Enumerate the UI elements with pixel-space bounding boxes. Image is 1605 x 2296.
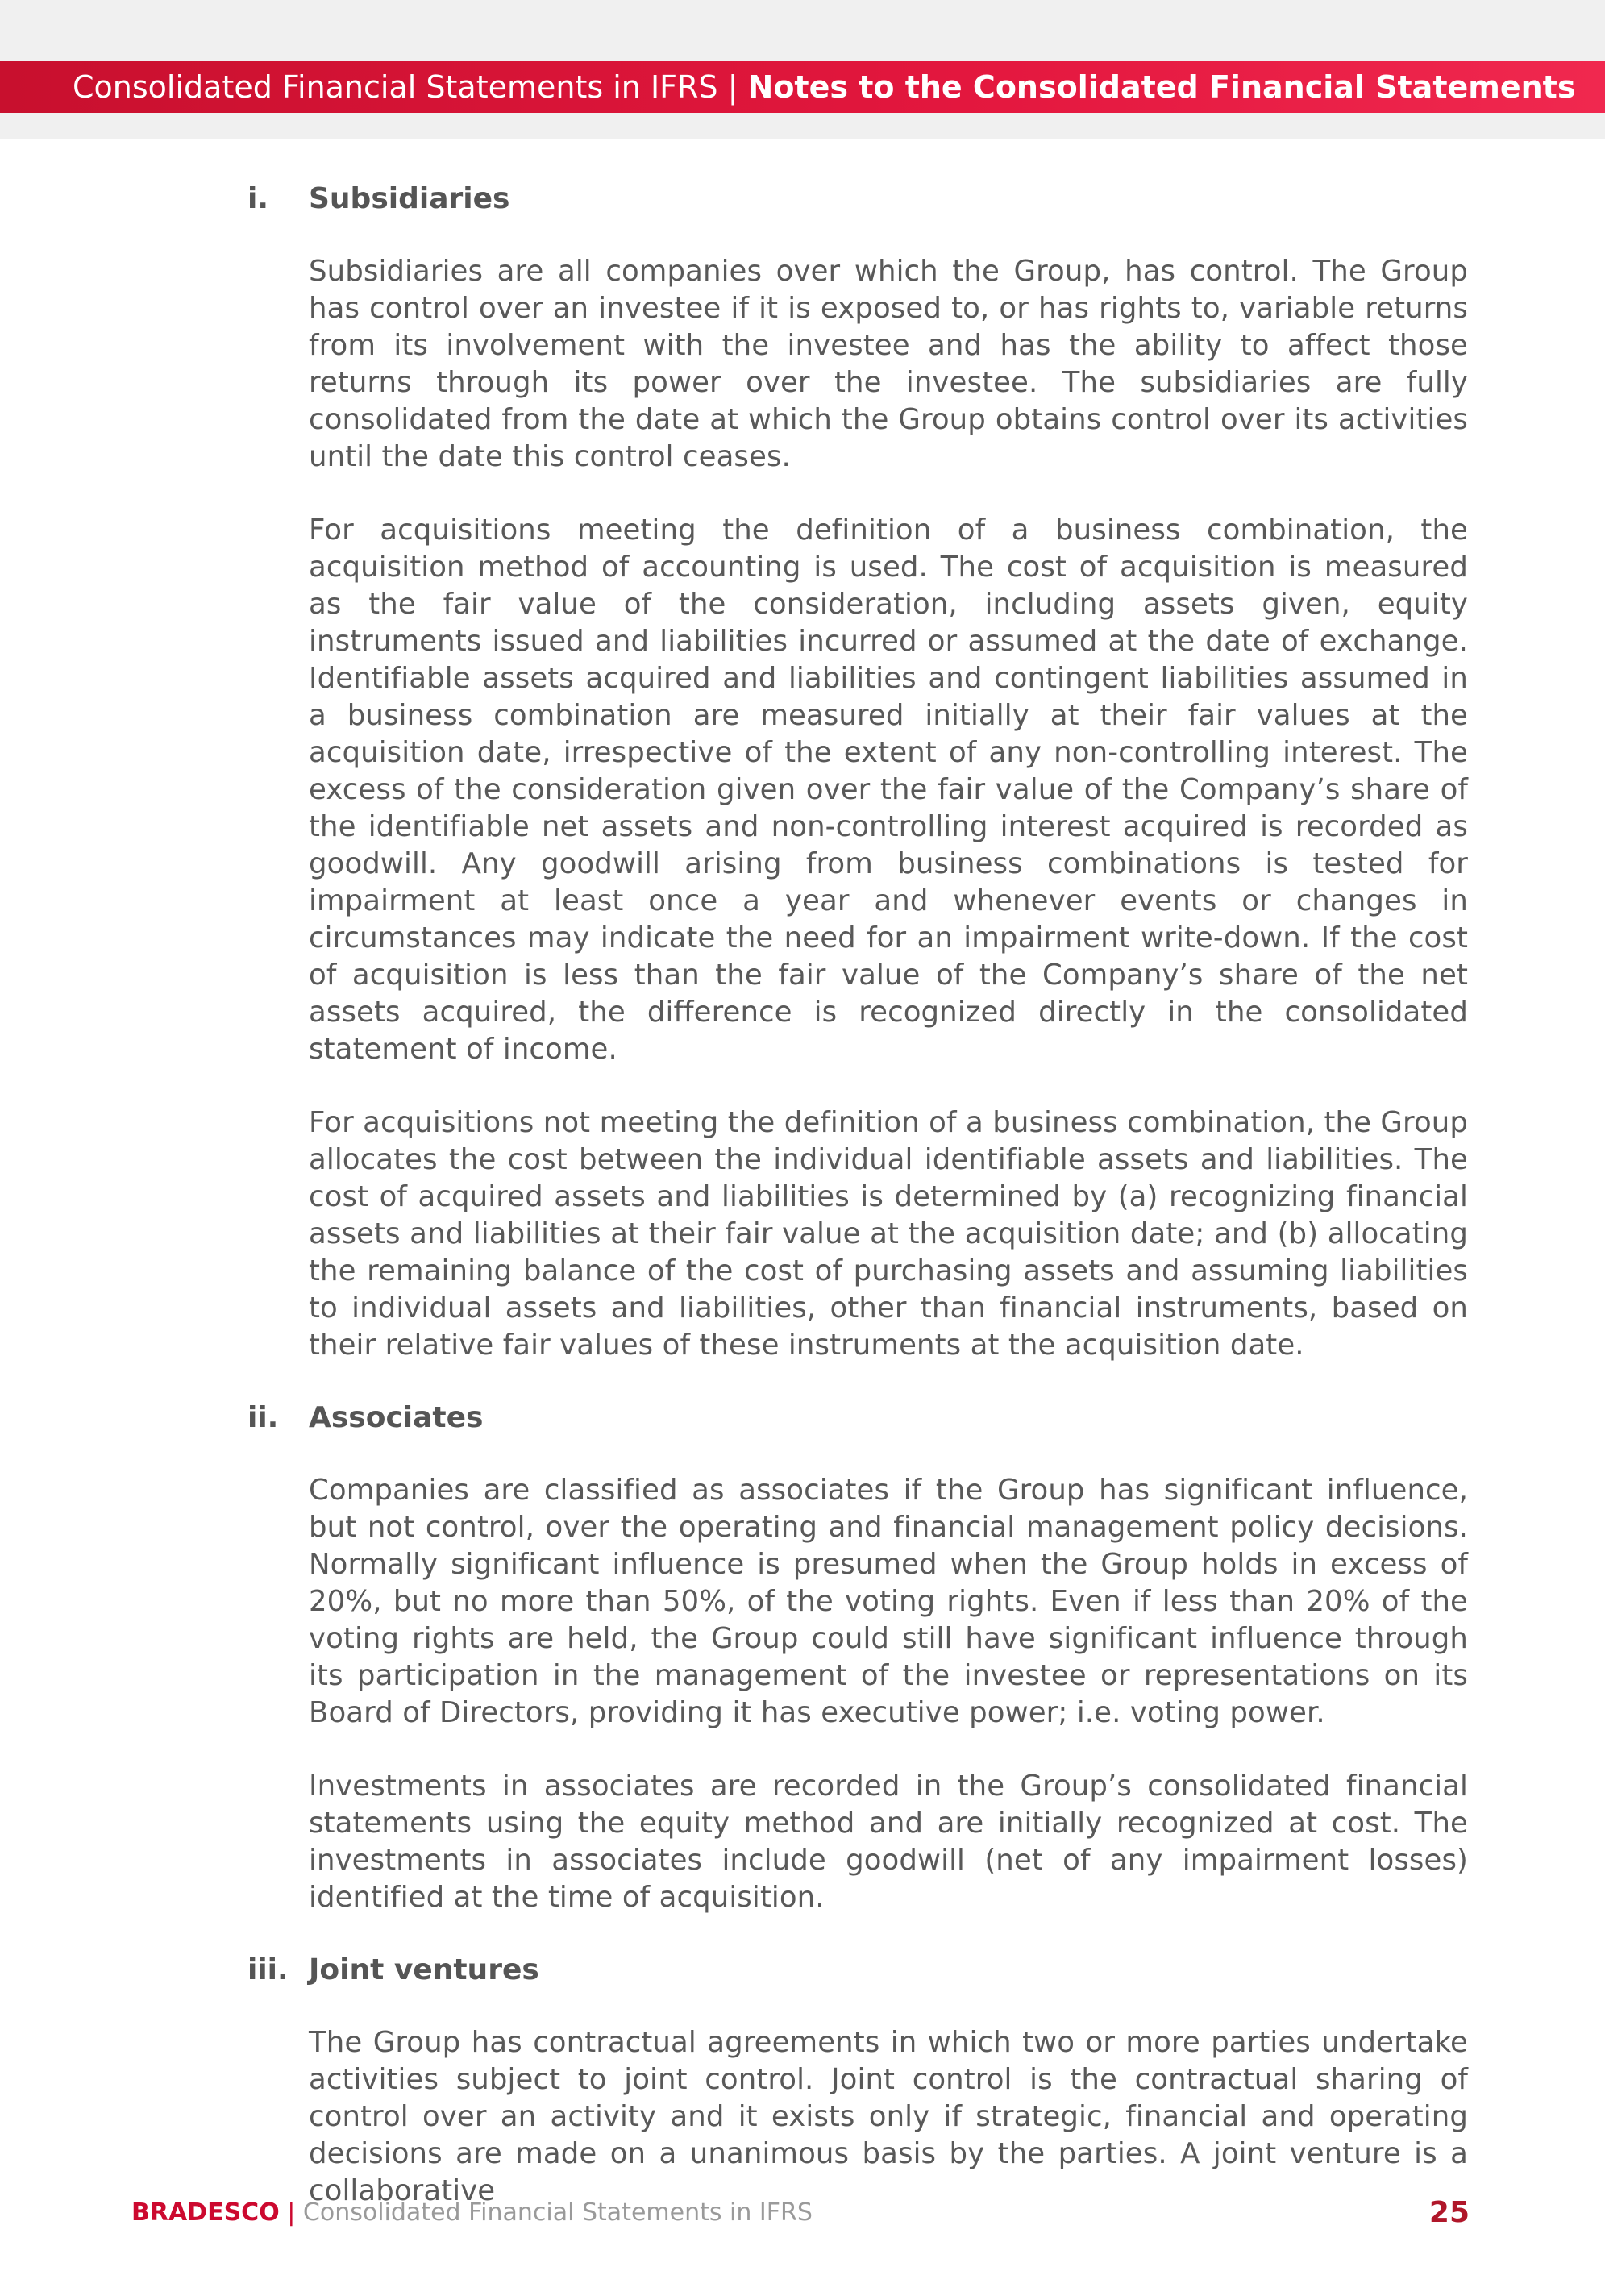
paragraph: For acquisitions meeting the definition of a business combination, the acquisition method of accounting is used. The cost of acquisition is measured as the fair value of the consideration, including assets given, equity instruments issued and liabilities incurred or assumed at the date of exchange. Identifiable assets acquired and liabilities and contingent liabilities assumed in a business combination are measured initially at their fair values at the acquisition date, irrespective of the extent of any non-controlling interest. The excess of the consideration given over the fair value of the Company’s share of the identifiable net assets and non-controlling interest acquired is recorded as goodwill. Any goodwill arising from business combinations is tested for impairment at least once a year and whenever events or changes in circumstances may indicate the need for an impairment write-down. If the cost of acquisition is less than the fair value of the Company’s share of the net assets acquired, the difference is recognized directly in the consolidated statement of income.: [309, 514, 1468, 1066]
section-title: Subsidiaries: [309, 182, 510, 215]
section-number: i.: [247, 182, 269, 215]
page-footer: [131, 2193, 1470, 2233]
footer-separator: |: [279, 2198, 303, 2227]
header-bar: [0, 61, 1605, 113]
section-heading-associates: [246, 1398, 1468, 1438]
paragraph: For acquisitions not meeting the definition of a business combination, the Group allocates the cost between the individual identifiable assets and liabilities. The cost of acquired assets and liabilities is determined by (a) recognizing financial assets and liabilities at their fair value at the acquisition date; and (b) allocating the remaining balance of the cost of purchasing assets and assuming liabilities to individual assets and liabilities, other than financial instruments, based on their relative fair values of these instruments at the acquisition date.: [309, 1106, 1468, 1362]
section-title: Joint ventures: [309, 1953, 539, 1986]
section-heading-joint-ventures: [246, 1950, 1468, 1990]
header-separator: |: [717, 69, 748, 105]
section-title: Associates: [309, 1401, 484, 1434]
section-number: ii.: [247, 1401, 279, 1434]
footer-brand: BRADESCO: [131, 2198, 280, 2227]
page-number: 25: [1428, 2196, 1470, 2229]
paragraph: Subsidiaries are all companies over which the Group, has control. The Group has control over an investee if it is exposed to, or has rights to, variable returns from its involvement with the investee and has the ability to affect those returns through its power over the investee. The subsidiaries are fully consolidated from the date at which the Group obtains control over its activities until the date this control ceases.: [309, 255, 1468, 473]
header-section-title: Notes to the Consolidated Financial Statements: [747, 69, 1576, 105]
header-title: Consolidated Financial Statements in IFRS: [73, 69, 718, 105]
document-body: [246, 179, 1468, 2246]
paragraph: Investments in associates are recorded in the Group’s consolidated financial statements using the equity method and are initially recognized at cost. The investments in associates include goodwill (net of any impairment losses) identified at the time of acquisition.: [309, 1770, 1468, 1914]
section-heading-subsidiaries: [246, 179, 1468, 219]
footer-title: Consolidated Financial Statements in IFRS: [302, 2198, 813, 2227]
paragraph: The Group has contractual agreements in which two or more parties undertake activities subject to joint control. Joint control is the contractual sharing of control over an activity and it exists only if strategic, financial and operating decisions are made on a unanimous basis by the parties. A joint venture is a collaborative: [309, 2026, 1468, 2207]
paragraph: Companies are classified as associates if the Group has significant influence, but not control, over the operating and financial management policy decisions. Normally significant influence is presumed when the Group holds in excess of 20%, but no more than 50%, of the voting rights. Even if less than 20% of the voting rights are held, the Group could still have significant influence through its participation in the management of the investee or representations on its Board of Directors, providing it has executive power; i.e. voting power.: [309, 1474, 1468, 1729]
section-number: iii.: [247, 1953, 289, 1986]
